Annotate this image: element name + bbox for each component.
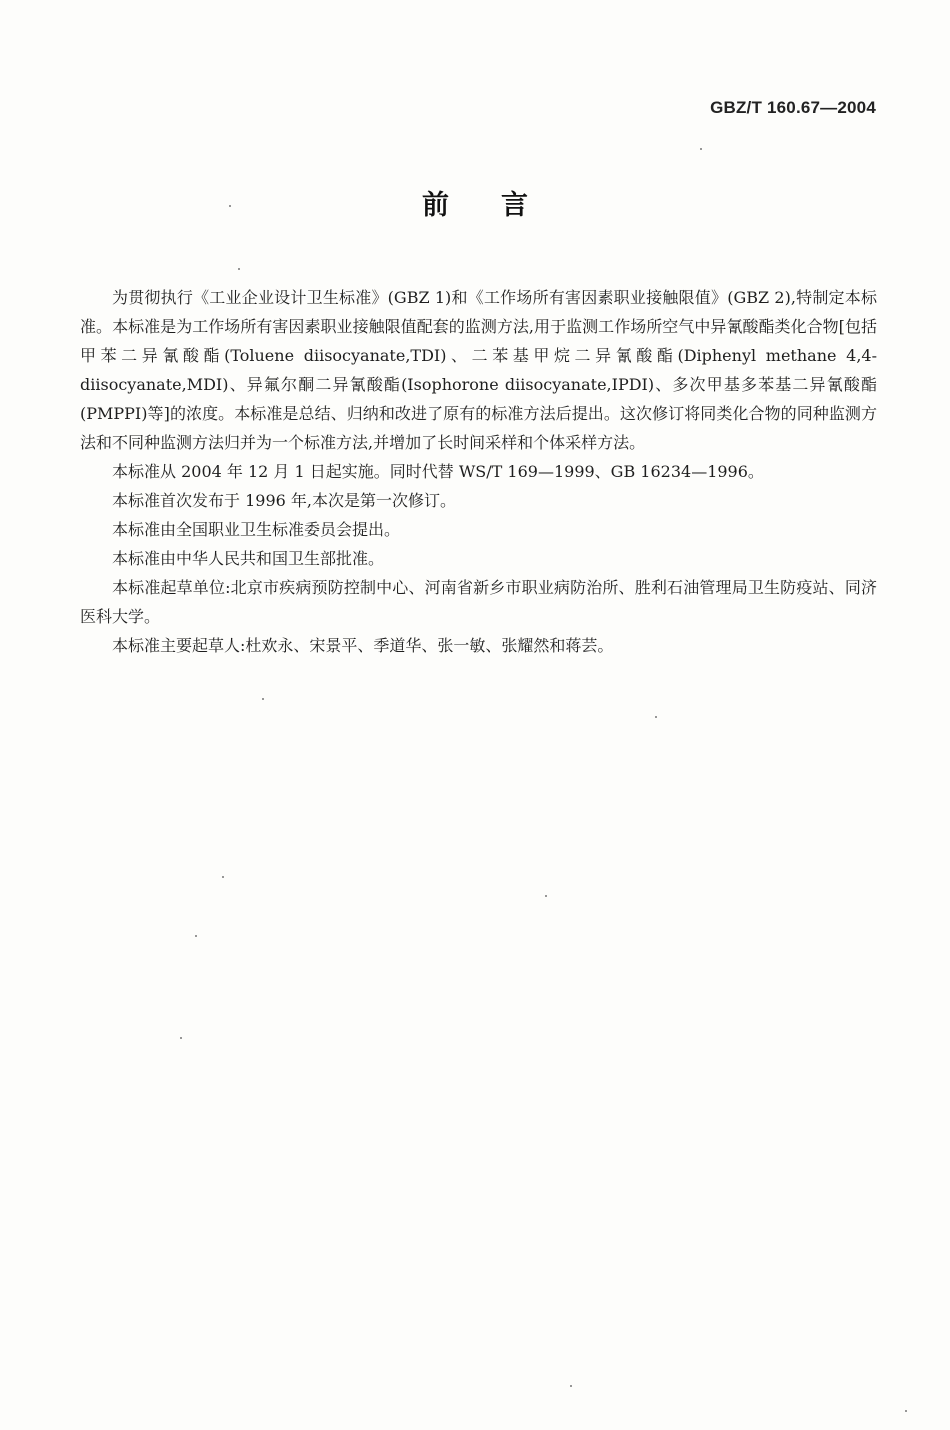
paragraph-first-issue: 本标准首次发布于 1996 年,本次是第一次修订。 <box>112 491 456 510</box>
scan-speck <box>222 876 224 878</box>
paragraph-drafting-units: 本标准起草单位:北京市疾病预防控制中心、河南省新乡市职业病防治所、胜利石油管理局卫生防疫站、同济医科大学。 <box>80 578 877 626</box>
scan-speck <box>545 895 547 897</box>
page-title: 前言 <box>422 190 580 221</box>
paragraph-drafters: 本标准主要起草人:杜欢永、宋景平、季道华、张一敏、张耀然和蒋芸。 <box>112 636 614 655</box>
paragraph-proposer: 本标准由全国职业卫生标准委员会提出。 <box>112 520 401 539</box>
paragraph-effective-date: 本标准从 2004 年 12 月 1 日起实施。同时代替 WS/T 169—1999、GB 16234—1996。 <box>112 462 764 481</box>
scan-speck <box>238 268 240 270</box>
scan-speck <box>655 716 657 718</box>
scan-speck <box>229 205 231 207</box>
scan-speck <box>905 1410 907 1412</box>
scan-speck <box>700 148 702 150</box>
foreword-body <box>80 283 877 660</box>
paragraph-purpose: 为贯彻执行《工业企业设计卫生标准》(GBZ 1)和《工作场所有害因素职业接触限值》(GBZ 2),特制定本标准。本标准是为工作场所有害因素职业接触限值配套的监测方法,用于监测工作场所空气中异氰酸酯类化合物[包括甲苯二异氰酸酯(Toluene diisocyanate,TDI)、二苯基甲烷二异氰酸酯(Diphenyl methane 4,4-diisocyanate,MDI)、异氟尔酮二异氰酸酯(Isophorone diisocyanate,IPDI)、多次甲基多苯基二异氰酸酯(PMPPI)等]的浓度。本标准是总结、归纳和改进了原有的标准方法后提出。这次修订将同类化合物的同种监测方法和不同种监测方法归并为一个标准方法,并增加了长时间采样和个体采样方法。 <box>80 288 877 452</box>
scan-speck <box>570 1385 572 1387</box>
scan-speck <box>180 1037 182 1039</box>
paragraph-approver: 本标准由中华人民共和国卫生部批准。 <box>112 549 385 568</box>
standard-code: GBZ/T 160.67—2004 <box>710 98 876 117</box>
scan-speck <box>262 698 264 700</box>
scan-speck <box>195 935 197 937</box>
